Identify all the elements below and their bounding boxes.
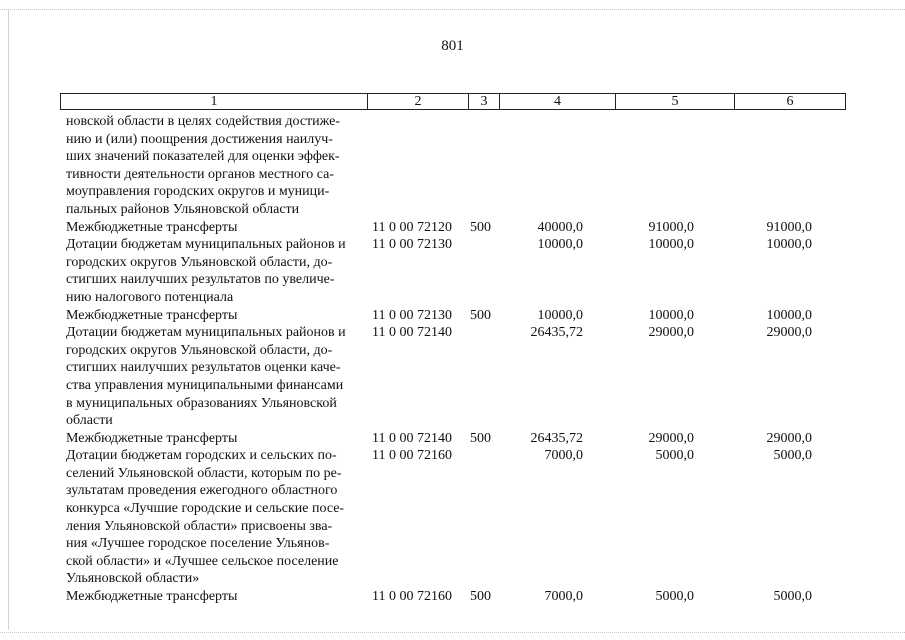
row-name (66, 219, 361, 237)
row-amount-2: 29000,0 (648, 325, 694, 341)
scan-edge-bottom (0, 632, 905, 633)
row-amount-3: 91000,0 (766, 219, 812, 235)
table-header (60, 93, 846, 110)
row-name-line: ших значений показателей для оценки эффек- (66, 149, 340, 165)
row-name-line: селений Ульяновской области, которым по ре- (66, 465, 342, 481)
row-amount-1: 7000,0 (544, 448, 583, 464)
row-code: 11 0 00 72160 (372, 589, 452, 605)
header-col-4: 4 (500, 94, 616, 109)
row-amount-1: 26435,72 (530, 325, 583, 341)
row-code: 11 0 00 72160 (372, 448, 452, 464)
row-name-line: нию налогового потенциала (66, 289, 234, 305)
table-row (0, 307, 905, 325)
row-name-line: конкурса «Лучшие городские и сельские посе- (66, 501, 345, 517)
row-vr: 500 (470, 307, 491, 323)
row-name-line: ства управления муниципальными финансами (66, 377, 344, 393)
row-code: 11 0 00 72130 (372, 237, 452, 253)
row-name (66, 324, 361, 430)
row-name-line: Дотации бюджетам городских и сельских по- (66, 448, 337, 464)
row-name (66, 447, 361, 588)
row-name-line: Межбюджетные трансферты (66, 307, 238, 323)
row-name-line: Межбюджетные трансферты (66, 219, 238, 235)
row-amount-3: 10000,0 (766, 307, 812, 323)
row-name-line: Дотации бюджетам муниципальных районов и (66, 237, 346, 253)
page-number: 801 (441, 38, 464, 54)
header-col-2: 2 (368, 94, 469, 109)
row-name-line: Дотации бюджетам муниципальных районов и (66, 325, 346, 341)
row-name-line: области (66, 413, 113, 429)
row-vr: 500 (470, 589, 491, 605)
row-name-line: новской области в целях содействия достиже- (66, 114, 341, 129)
table-row (0, 219, 905, 237)
row-name-line: пальных районов Ульяновской области (66, 201, 300, 217)
table-row (0, 430, 905, 448)
header-col-3: 3 (469, 94, 500, 109)
row-name-line: ления Ульяновской области» присвоены зва- (66, 518, 333, 534)
table-row (0, 236, 905, 306)
row-name (66, 113, 361, 219)
header-col-6: 6 (786, 94, 794, 109)
row-name (66, 430, 361, 448)
row-amount-3: 5000,0 (773, 589, 812, 605)
row-amount-2: 10000,0 (648, 237, 694, 253)
row-name-line: стигших наилучших результатов оценки каче- (66, 360, 341, 376)
table-row (0, 324, 905, 430)
row-name-line: нию и (или) поощрения достижения наилуч- (66, 131, 333, 147)
row-amount-3: 10000,0 (766, 237, 812, 253)
row-name-line: тивности деятельности органов местного са- (66, 166, 334, 182)
row-amount-2: 91000,0 (648, 219, 694, 235)
row-name (66, 236, 361, 306)
header-col-5: 5 (616, 94, 735, 109)
table-row (0, 447, 905, 588)
row-code: 11 0 00 72130 (372, 307, 452, 323)
row-amount-3: 29000,0 (766, 430, 812, 446)
row-name-line: стигших наилучших результатов по увеличе- (66, 272, 335, 288)
table-row (0, 588, 905, 606)
row-amount-3: 5000,0 (773, 448, 812, 464)
row-name-line: Межбюджетные трансферты (66, 589, 238, 605)
row-vr: 500 (470, 430, 491, 446)
row-amount-1: 7000,0 (544, 589, 583, 605)
row-amount-1: 10000,0 (537, 237, 583, 253)
row-name-line: моуправления городских округов и муници- (66, 184, 330, 200)
scan-edge-top (0, 9, 905, 10)
row-name-line: Межбюджетные трансферты (66, 430, 238, 446)
row-amount-1: 40000,0 (537, 219, 583, 235)
row-name-line: ской области» и «Лучшее сельское поселение (66, 553, 339, 569)
row-code: 11 0 00 72120 (372, 219, 452, 235)
row-amount-2: 10000,0 (648, 307, 694, 323)
row-amount-1: 10000,0 (537, 307, 583, 323)
row-amount-2: 5000,0 (655, 448, 694, 464)
row-name-line: зультатам проведения ежегодного областного (66, 483, 338, 499)
row-name (66, 588, 361, 606)
table-body (0, 113, 905, 606)
row-amount-1: 26435,72 (530, 430, 583, 446)
row-name-line: ния «Лучшее городское поселение Ульянов- (66, 536, 330, 552)
row-vr: 500 (470, 219, 491, 235)
row-name-line: в муниципальных образованиях Ульяновской (66, 395, 337, 411)
header-col-1: 1 (61, 94, 368, 109)
row-amount-2: 29000,0 (648, 430, 694, 446)
row-name-line: Ульяновской области» (66, 571, 200, 587)
row-name-line: городских округов Ульяновской области, до- (66, 342, 333, 358)
row-name-line: городских округов Ульяновской области, до- (66, 254, 333, 270)
row-code: 11 0 00 72140 (372, 430, 452, 446)
row-amount-2: 5000,0 (655, 589, 694, 605)
table-row (0, 113, 905, 219)
row-amount-3: 29000,0 (766, 325, 812, 341)
row-code: 11 0 00 72140 (372, 325, 452, 341)
row-name (66, 307, 361, 325)
